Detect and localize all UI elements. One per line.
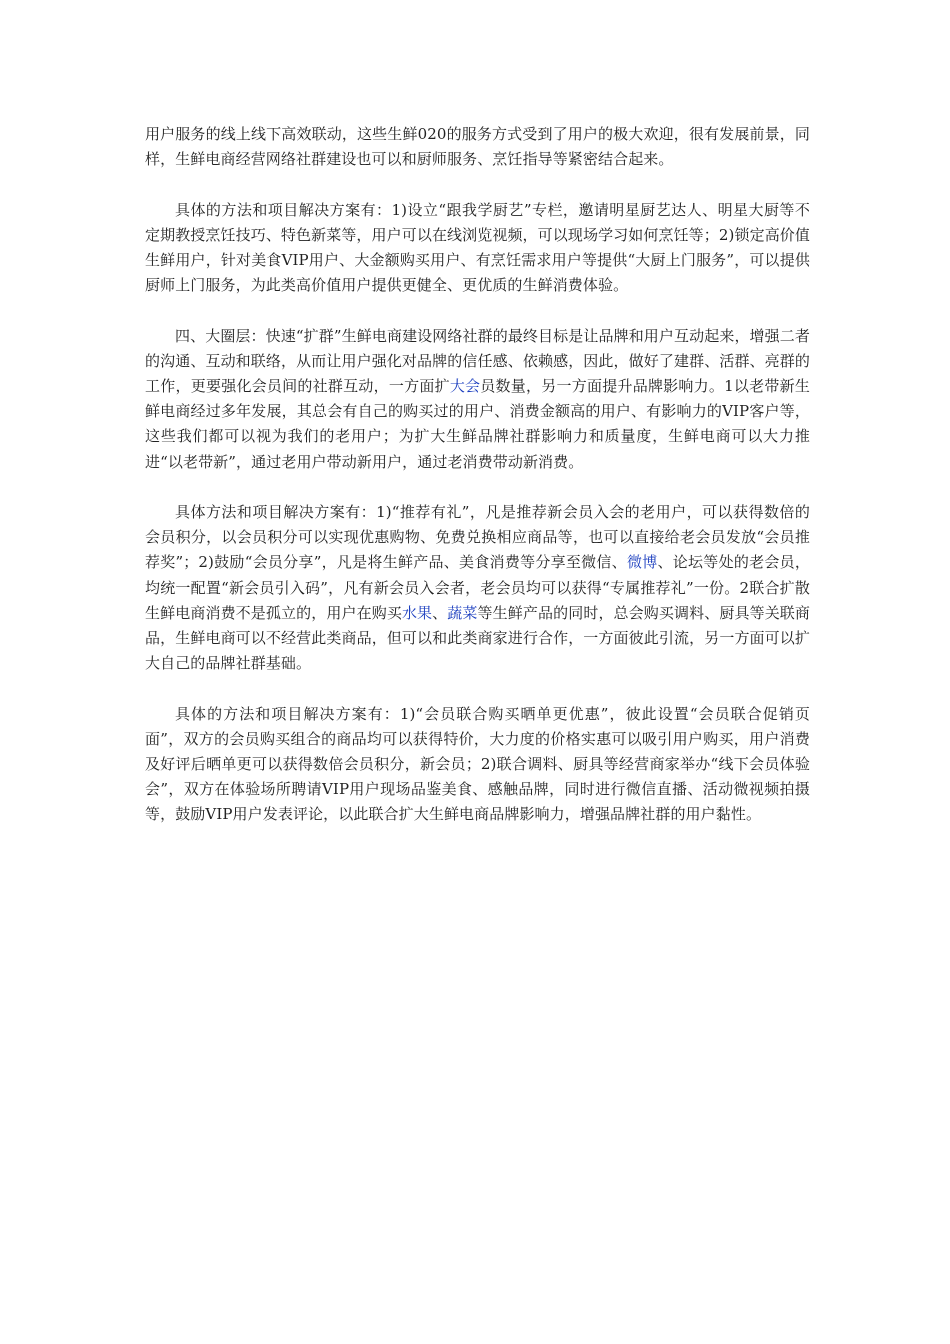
paragraph-3-text-a: 四、大圈层：快速“扩群”生鲜电商建设网络社群的最终目标是让品牌和用户互动起来，增强二者的沟通、互动和联络，从而让用户强化对品牌的信任感、依赖感，因此，做好了建群、活群、亮群的工作，更要强化会员间的社群互动，一方面扩	[145, 326, 810, 395]
paragraph-4	[145, 500, 810, 676]
paragraph-4-text-c: 等生鲜产品的同时，总会购买调料、厨具等关联商品，生鲜电商可以不经营此类商品，但可以和此类商家进行合作，一方面彼此引流，另一方面可以扩大自己的品牌社群基础。	[145, 603, 811, 673]
keyword-link-vegetable[interactable]: 蔬菜	[447, 603, 478, 622]
paragraph-1	[145, 122, 810, 172]
paragraph-3-text-b: 员数量，另一方面提升品牌影响力。1以老带新生鲜电商经过多年发展，其总会有自己的购买过的用户、消费金额高的用户、有影响力的VIP客户等，这些我们都可以视为我们的老用户；为扩大生鲜品牌社群影响力和质量度，生鲜电商可以大力推进“以老带新”，通过老用户带动新用户，通过老消费带动新消费。	[145, 377, 810, 471]
paragraph-3	[145, 324, 810, 475]
paragraph-2	[145, 198, 810, 299]
keyword-link-dahui[interactable]: 大会	[449, 377, 481, 395]
keyword-link-fruit[interactable]: 水果	[401, 603, 433, 622]
paragraph-4-text-a: 具体方法和项目解决方案有：1)“推荐有礼”，凡是推荐新会员入会的老用户，可以获得数倍的会员积分，以会员积分可以实现优惠购物、免费兑换相应商品等，也可以直接给老会员发放“会员推荐奖”；2)鼓励“会员分享”，凡是将生鲜产品、美食消费等分享至微信、	[145, 503, 810, 572]
paragraph-1-text: 用户服务的线上线下高效联动，这些生鲜020的服务方式受到了用户的极大欢迎，很有发展前景，同样，生鲜电商经营网络社群建设也可以和厨师服务、烹饪指导等紧密结合起来。	[145, 125, 810, 169]
paragraph-2-text: 具体的方法和项目解决方案有：1)设立“跟我学厨艺”专栏，邀请明星厨艺达人、明星大厨等不定期教授烹饪技巧、特色新菜等，用户可以在线浏览视频，可以现场学习如何烹饪等；2)锁定高价值生鲜用户，针对美食VIP用户、大金额购买用户、有烹饪需求用户等提供“大厨上门服务”，可以提供厨师上门服务，为此类高价值用户提供更健全、更优质的生鲜消费体验。	[145, 200, 810, 295]
paragraph-4-separator: 、	[432, 603, 448, 622]
paragraph-4-text-b: 、论坛等处的老会员，均统一配置“新会员引入码”，凡有新会员入会者，老会员均可以获得“专属推荐礼”一份。2联合扩散生鲜电商消费不是孤立的，用户在购买	[145, 553, 810, 622]
paragraph-5-text: 具体的方法和项目解决方案有：1)“会员联合购买晒单更优惠”，彼此设置“会员联合促销页面”，双方的会员购买组合的商品均可以获得特价，大力度的价格实惠可以吸引用户购买，用户消费及好评后晒单更可以获得数倍会员积分，新会员；2)联合调料、厨具等经营商家举办“线下会员体验会”，双方在体验场所聘请VIP用户现场品鉴美食、感触品牌，同时进行微信直播、活动微视频拍摄等，鼓励VIP用户发表评论，以此联合扩大生鲜电商品牌影响力，增强品牌社群的用户黏性。	[145, 704, 810, 824]
keyword-link-weibo[interactable]: 微博	[626, 553, 658, 572]
paragraph-5	[145, 702, 810, 828]
document-body	[145, 122, 810, 853]
